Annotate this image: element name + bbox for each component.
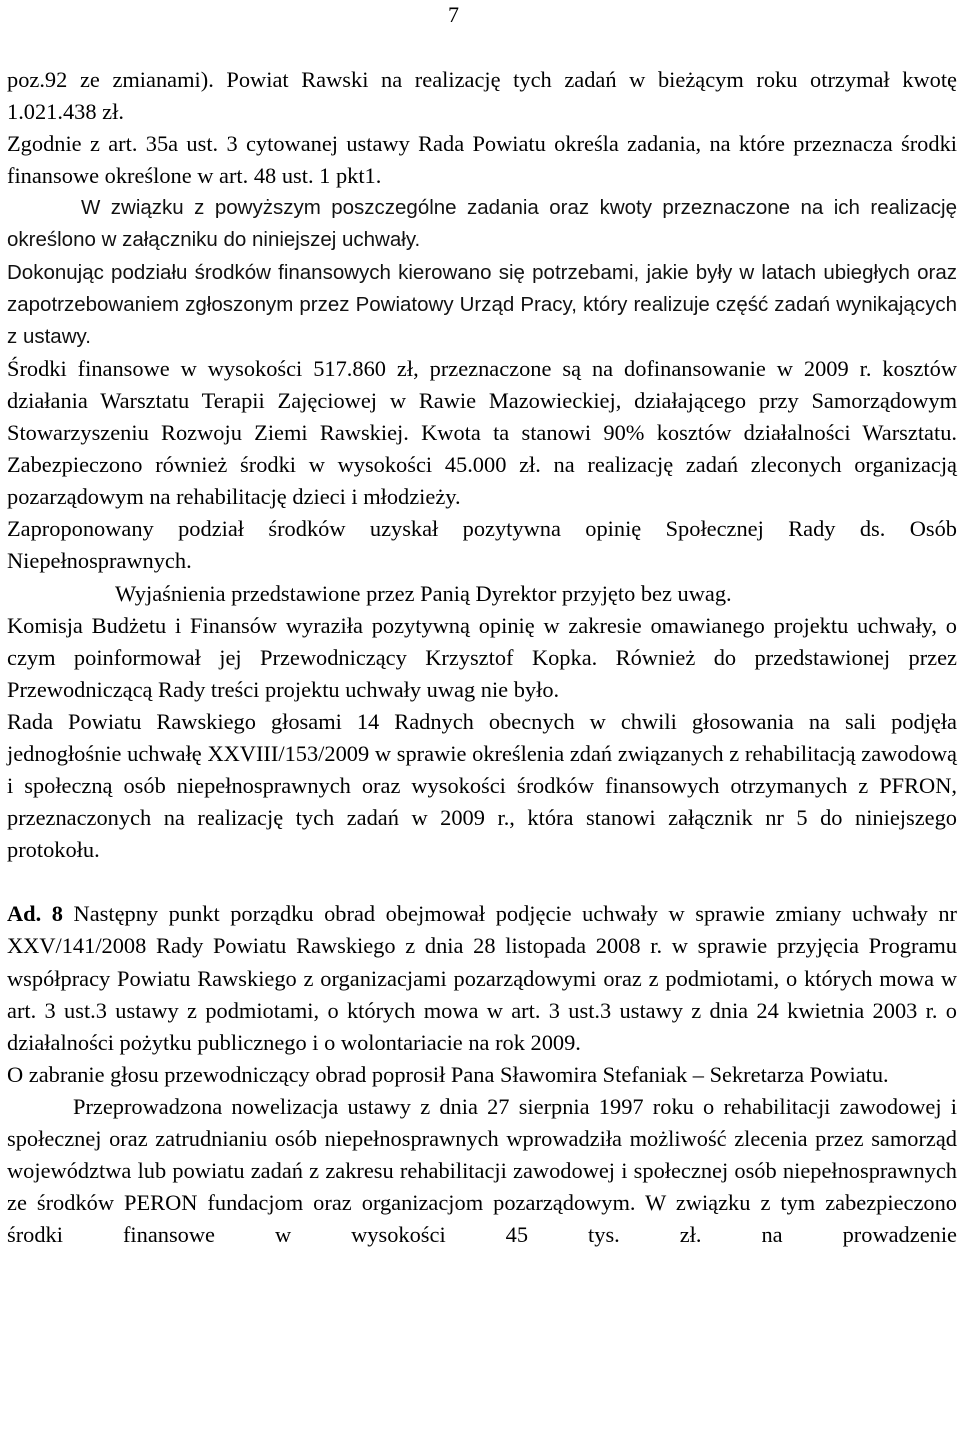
paragraph-uchwala-xxviii: Rada Powiatu Rawskiego głosami 14 Radnych obecnych w chwili głosowania na sali podjęła jednogłośnie uchwałę XXVIII/153/2009 w sprawie określenia zdań związanych z rehabilitacją zawodową i społeczną osób niepełnosprawnych oraz wysokości środków finansowych otrzymanych z PFRON, przeznaczonych na realizację tych zadań w 2009 r., która stanowi załącznik nr 5 do niniejszego protokołu.: [7, 708, 957, 863]
agenda-item-text: Następny punkt porządku obrad obejmował podjęcie uchwały w sprawie zmiany uchwały nr XXV/141/2008 Rady Powiatu Rawskiego z dnia 28 listopada 2008 r. w sprawie przyjęcia Programu współpracy Powiatu Rawskiego z organizacjami pozarządowymi oraz z podmiotami, o których mowa w art. 3 ust.3 ustawy z podmiotami, o których mowa w art. 3 ust.3 ustawy z dnia 24 kwietnia 2003 r. o działalności pożytku publicznego i o wolontariacie na rok 2009.: [7, 901, 957, 1055]
paragraph-gap: [7, 866, 957, 898]
paragraph-ad-8: [7, 898, 957, 1058]
document-body: [7, 64, 957, 1251]
paragraph-komisja-budzetu: Komisja Budżetu i Finansów wyraziła pozytywną opinię w zakresie omawianego projektu uchwały, o czym poinformował jej Przewodniczący Krzysztof Kopka. Również do przedstawionej przez Przewodniczącą Rady treści projektu uchwały uwag nie było.: [7, 612, 957, 702]
paragraph-wyjasnienia: Wyjaśnienia przedstawione przez Panią Dyrektor przyjęto bez uwag.: [115, 580, 732, 606]
paragraph-nowelizacja: Przeprowadzona nowelizacja ustawy z dnia 27 sierpnia 1997 roku o rehabilitacji zawodowej i społecznej oraz zatrudnianiu osób niepełnosprawnych wprowadziła możliwość zlecenia przez samorząd województwa lub powiatu zadań z zakresu rehabilitacji zawodowej i społecznej osób niepełnosprawnych ze środków PERON fundacjom oraz organizacjom pozarządowym. W związku z tym zabezpieczono środki finansowe w wysokości 45 tys. zł. na prowadzenie: [7, 1093, 957, 1248]
paragraph-srodki-finansowe: Środki finansowe w wysokości 517.860 zł, przeznaczone są na dofinansowanie w 2009 r. kosztów działania Warsztatu Terapii Zajęciowej w Rawie Mazowieckiej, działającego przy Samorządowym Stowarzyszeniu Rozwoju Ziemi Rawskiej. Kwota ta stanowi 90% kosztów działalności Warsztatu. Zabezpieczono również środki w wysokości 45.000 zł. na realizację zadań zleconych organizacją pozarządowym na rehabilitację dzieci i młodzieży.: [7, 355, 957, 510]
agenda-item-label: Ad. 8: [7, 901, 63, 927]
paragraph-continuation: poz.92 ze zmianami). Powiat Rawski na realizację tych zadań w bieżącym roku otrzymał kwotę 1.021.438 zł.: [7, 67, 957, 125]
paragraph-zalacznik: W związku z powyższym poszczególne zadania oraz kwoty przeznaczone na ich realizację określono w załączniku do niniejszej uchwały.: [7, 196, 957, 252]
paragraph-zabranie-glosu: O zabranie głosu przewodniczący obrad poprosił Pana Sławomira Stefaniak – Sekretarza Powiatu.: [7, 1061, 889, 1087]
page-number: 7: [448, 2, 459, 27]
paragraph-art-35a: Zgodnie z art. 35a ust. 3 cytowanej ustawy Rada Powiatu określa zadania, na które przeznacza środki finansowe określone w art. 48 ust. 1 pkt1.: [7, 131, 957, 189]
paragraph-podzial-srodkow: Dokonując podziału środków finansowych kierowano się potrzebami, jakie były w latach ubiegłych oraz zapotrzebowaniem zgłoszonym przez Powiatowy Urząd Pracy, który realizuje część zadań wynikających z ustawy.: [7, 260, 957, 348]
paragraph-opinia-rady: Zaproponowany podział środków uzyskał pozytywna opinię Społecznej Rady ds. Osób Niepełnosprawnych.: [7, 516, 957, 574]
